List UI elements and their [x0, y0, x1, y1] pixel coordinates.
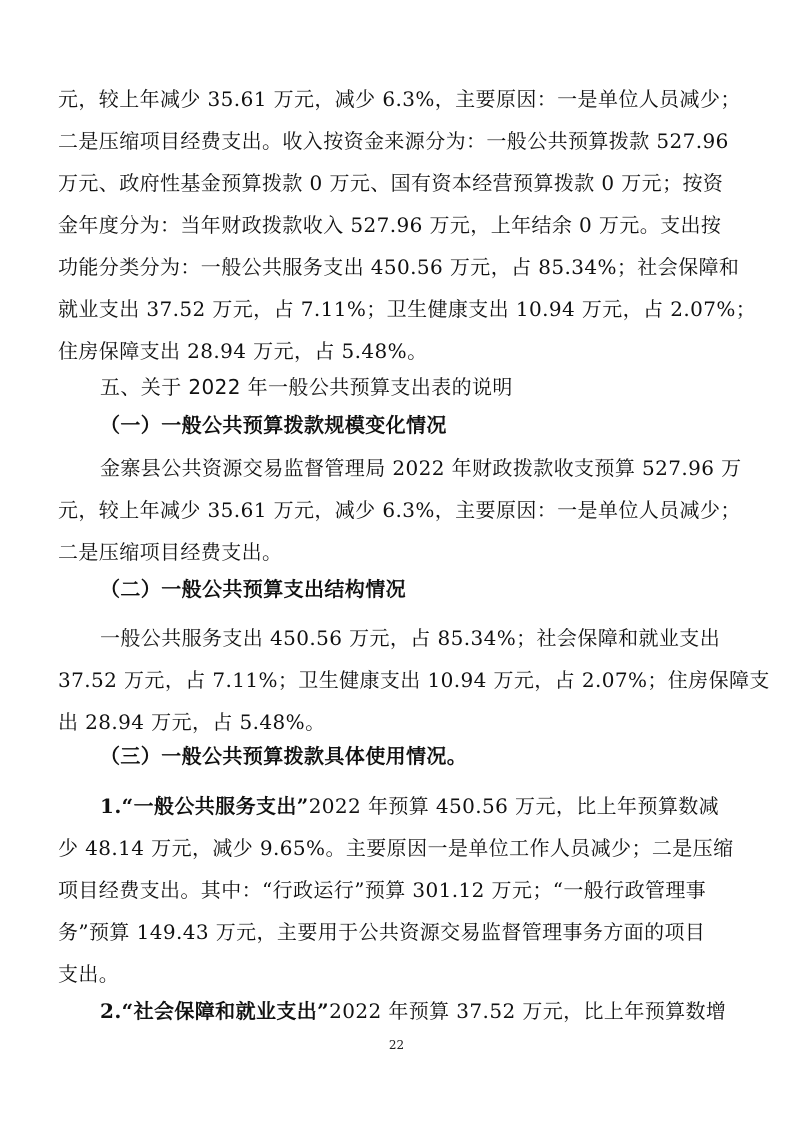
subsection-heading [100, 568, 784, 610]
text-line: 功能分类分为：一般公共服务支出 450.56 万元，占 85.34%；社会保障和 [58, 255, 740, 279]
intro-paragraph [58, 78, 757, 372]
text-line: 项目经费支出。其中：“行政运行”预算 301.12 万元；“一般行政管理事 [58, 878, 707, 902]
text-line: 金寨县公共资源交易监督管理局 2022 年财政拨款收支预算 527.96 万 [100, 456, 742, 480]
item-2-paragraph [58, 990, 742, 1032]
text-line: 住房保障支出 28.94 万元，占 5.48%。 [58, 339, 428, 363]
text-line [58, 990, 742, 1032]
sub1-heading: （一）一般公共预算拨款规模变化情况 [100, 413, 447, 437]
text-line: 少 48.14 万元，减少 9.65%。主要原因一是单位工作人员减少；二是压缩 [58, 836, 734, 860]
item-1-line: 2022 年预算 450.56 万元，比上年预算数减 [308, 794, 720, 818]
text-line: 就业支出 37.52 万元，占 7.11%；卫生健康支出 10.94 万元，占 2.07%； [58, 297, 757, 321]
text-line: 金年度分为：当年财政拨款收入 527.96 万元，上年结余 0 万元。支出按 [58, 213, 722, 237]
sub3-heading: （三）一般公共预算拨款具体使用情况。 [100, 744, 468, 768]
section-heading [100, 366, 784, 408]
text-line: 支出。 [58, 962, 120, 986]
item-2-label: 2.“社会保障和就业支出” [100, 999, 330, 1023]
item-1-paragraph [58, 785, 742, 995]
text-line: 一般公共服务支出 450.56 万元，占 85.34%；社会保障和就业支出 [100, 626, 721, 650]
text-line: 万元、政府性基金预算拨款 0 万元、国有资本经营预算拨款 0 万元；按资 [58, 171, 724, 195]
text-line: 元，较上年减少 35.61 万元，减少 6.3%，主要原因：一是单位人员减少； [58, 87, 741, 111]
text-line: 二是压缩项目经费支出。 [58, 540, 283, 564]
subsection-heading [100, 404, 784, 446]
subsection-heading [100, 735, 784, 777]
section-5-heading: 五、关于 2022 年一般公共预算支出表的说明 [100, 375, 513, 399]
text-line [58, 785, 742, 827]
item-2-line: 2022 年预算 37.52 万元，比上年预算数增 [329, 999, 727, 1023]
text-line: 出 28.94 万元，占 5.48%。 [58, 710, 326, 734]
text-line: 二是压缩项目经费支出。收入按资金来源分为：一般公共预算拨款 527.96 [58, 129, 729, 153]
sub2-heading: （二）一般公共预算支出结构情况 [100, 577, 406, 601]
sub1-paragraph [58, 447, 742, 573]
page-number: 22 [388, 1038, 405, 1052]
text-line: 37.52 万元，占 7.11%；卫生健康支出 10.94 万元，占 2.07%；住房保障支 [58, 668, 770, 692]
text-line: 元，较上年减少 35.61 万元，减少 6.3%，主要原因：一是单位人员减少； [58, 498, 741, 522]
text-line: 务”预算 149.43 万元，主要用于公共资源交易监督管理事务方面的项目 [58, 920, 706, 944]
sub2-paragraph [58, 617, 770, 743]
item-1-label: 1.“一般公共服务支出” [100, 794, 309, 818]
